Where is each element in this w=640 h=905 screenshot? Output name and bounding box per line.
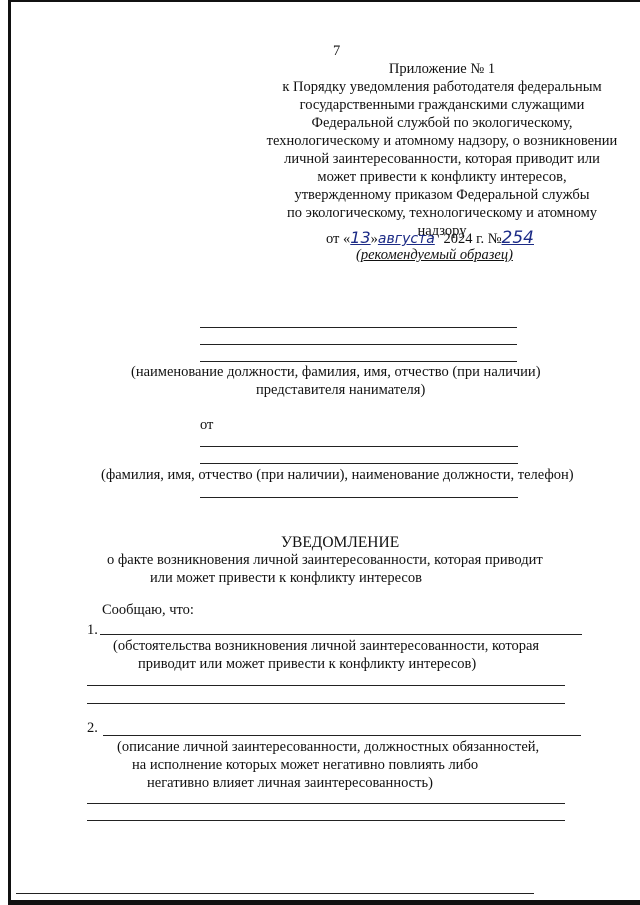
addressee-blank-line[interactable] [200, 344, 517, 345]
scan-border-left [8, 0, 11, 905]
appendix-line: надзору [417, 223, 467, 239]
item-2-caption: (описание личной заинтересованности, должностных обязанностей, [117, 739, 540, 755]
item-2-blank-line[interactable] [87, 820, 565, 821]
page-number: 7 [333, 43, 341, 59]
date-prefix: от « [326, 231, 351, 247]
item-1-caption: (обстоятельства возникновения личной заинтересованности, которая [113, 638, 540, 654]
sender-blank-line[interactable] [200, 446, 518, 447]
addressee-caption: представителя нанимателя) [256, 382, 426, 398]
item-2-caption: на исполнение которых может негативно повлиять либо [132, 757, 479, 773]
date-year-and-number-label: 2024 г. № [443, 231, 502, 247]
addressee-blank-line[interactable] [200, 327, 517, 328]
handwritten-order-number: 254 [501, 228, 534, 248]
appendix-line: к Порядку уведомления работодателя федеральным [282, 79, 602, 95]
item-1-caption: приводит или может привести к конфликту интересов) [138, 656, 477, 672]
sender-blank-line[interactable] [200, 463, 518, 464]
sender-caption: (фамилия, имя, отчество (при наличии), наименование должности, телефон) [101, 467, 574, 483]
appendix-title: Приложение № 1 [388, 61, 496, 77]
appendix-line: может привести к конфликту интересов, [317, 169, 567, 185]
from-label: от [200, 417, 214, 433]
appendix-line: государственными гражданскими служащими [299, 97, 585, 113]
addressee-blank-line[interactable] [200, 361, 517, 362]
appendix-line: по экологическому, технологическому и атомному [286, 205, 598, 221]
handwritten-month: августа [377, 231, 435, 247]
item-1-blank-line[interactable] [100, 634, 582, 635]
sample-note: (рекомендуемый образец) [356, 247, 513, 263]
handwritten-day: 13 [350, 228, 371, 247]
item-1-blank-line[interactable] [87, 703, 565, 704]
intro-text: Сообщаю, что: [102, 602, 194, 618]
item-2-blank-line[interactable] [87, 803, 565, 804]
appendix-line: технологическому и атомному надзору, о возникновении [266, 133, 618, 149]
item-1-number: 1. [87, 622, 98, 638]
item-1-blank-line[interactable] [87, 685, 565, 686]
sender-blank-line[interactable] [200, 497, 518, 498]
notice-subtitle: о факте возникновения личной заинтересованности, которая приводит [107, 552, 543, 568]
scan-border-bottom [8, 900, 640, 905]
footer-line [16, 893, 534, 894]
appendix-header [232, 60, 640, 240]
appendix-line: личной заинтересованности, которая приводит или [284, 151, 600, 167]
item-2-blank-line[interactable] [103, 735, 581, 736]
item-2-number: 2. [87, 720, 98, 736]
scan-border-top [8, 0, 640, 2]
notice-subtitle: или может привести к конфликту интересов [150, 570, 422, 586]
appendix-line: утвержденному приказом Федеральной службы [294, 187, 590, 203]
addressee-caption: (наименование должности, фамилия, имя, отчество (при наличии) [131, 364, 541, 380]
item-2-caption: негативно влияет личная заинтересованность) [147, 775, 433, 791]
notice-title: УВЕДОМЛЕНИЕ [281, 534, 400, 551]
date-quote: » [370, 231, 378, 247]
appendix-line: Федеральной службой по экологическому, [311, 115, 573, 131]
